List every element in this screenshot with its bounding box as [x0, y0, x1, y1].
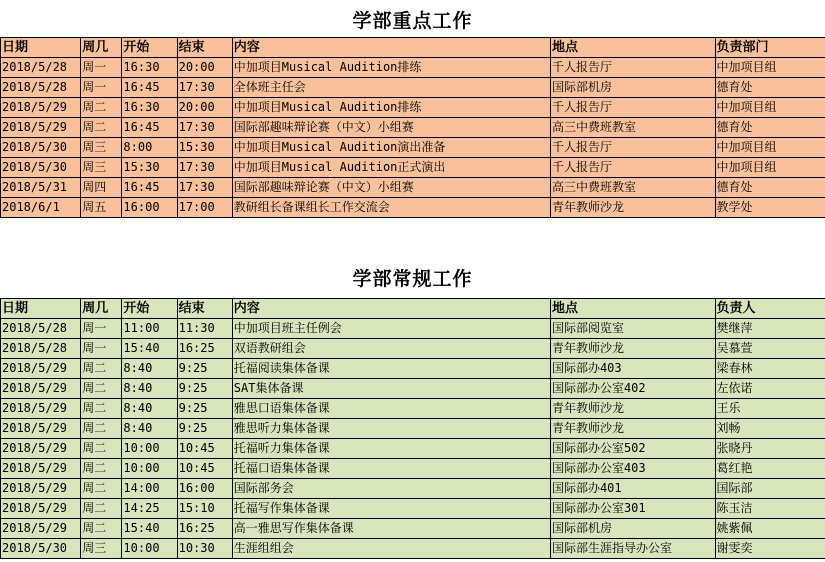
cell-content: 国际部趣味辩论赛（中文）小组赛	[232, 118, 550, 138]
header-start: 开始	[122, 38, 177, 58]
cell-end: 9:25	[177, 419, 232, 439]
table-row	[1, 539, 825, 559]
cell-location: 国际部办403	[550, 359, 715, 379]
header-end: 结束	[177, 299, 232, 319]
cell-start: 10:00	[122, 439, 177, 459]
table-row	[1, 78, 825, 98]
cell-owner: 刘畅	[715, 419, 825, 439]
cell-owner: 陈玉洁	[715, 499, 825, 519]
cell-date: 2018/5/31	[1, 178, 81, 198]
cell-weekday: 周四	[81, 178, 122, 198]
section-title-key-work: 学部重点工作	[352, 10, 473, 32]
cell-date: 2018/6/1	[1, 198, 81, 218]
cell-owner: 左依诺	[715, 379, 825, 399]
table-row	[1, 459, 825, 479]
cell-end: 20:00	[177, 98, 232, 118]
table-row	[1, 138, 825, 158]
header-content: 内容	[232, 38, 550, 58]
cell-start: 15:30	[122, 158, 177, 178]
cell-date: 2018/5/29	[1, 98, 81, 118]
cell-date: 2018/5/28	[1, 339, 81, 359]
table-row	[1, 359, 825, 379]
cell-location: 国际部办公室502	[550, 439, 715, 459]
cell-start: 15:40	[122, 339, 177, 359]
table-row	[1, 198, 825, 218]
cell-content: 中加项目Musical Audition排练	[232, 58, 550, 78]
table-header-row	[1, 299, 825, 319]
cell-content: 托福写作集体备课	[232, 499, 550, 519]
header-start: 开始	[122, 299, 177, 319]
table-row	[1, 178, 825, 198]
cell-weekday: 周二	[81, 419, 122, 439]
table-row	[1, 419, 825, 439]
cell-date: 2018/5/28	[1, 58, 81, 78]
cell-content: 雅思口语集体备课	[232, 399, 550, 419]
cell-weekday: 周一	[81, 339, 122, 359]
table-row	[1, 439, 825, 459]
table-header-row	[1, 38, 825, 58]
cell-start: 10:00	[122, 459, 177, 479]
cell-location: 国际部办公室402	[550, 379, 715, 399]
cell-start: 16:00	[122, 198, 177, 218]
cell-end: 10:30	[177, 539, 232, 559]
cell-start: 16:30	[122, 58, 177, 78]
table-row	[1, 379, 825, 399]
cell-start: 16:45	[122, 178, 177, 198]
cell-owner: 樊继萍	[715, 319, 825, 339]
cell-end: 17:30	[177, 118, 232, 138]
cell-owner: 王乐	[715, 399, 825, 419]
cell-date: 2018/5/28	[1, 78, 81, 98]
cell-end: 10:45	[177, 459, 232, 479]
cell-content: 教研组长备课组长工作交流会	[232, 198, 550, 218]
header-weekday: 周几	[81, 38, 122, 58]
cell-location: 高三中费班教室	[550, 118, 715, 138]
table-row	[1, 98, 825, 118]
cell-content: 中加项目Musical Audition演出准备	[232, 138, 550, 158]
cell-start: 8:40	[122, 399, 177, 419]
cell-start: 8:00	[122, 138, 177, 158]
cell-owner: 谢雯奕	[715, 539, 825, 559]
cell-end: 16:25	[177, 519, 232, 539]
cell-location: 国际部阅览室	[550, 319, 715, 339]
cell-location: 国际部生涯指导办公室	[550, 539, 715, 559]
cell-date: 2018/5/29	[1, 359, 81, 379]
section-title-routine-work: 学部常规工作	[352, 268, 473, 290]
cell-weekday: 周一	[81, 78, 122, 98]
header-owner: 负责部门	[715, 38, 825, 58]
cell-location: 千人报告厅	[550, 158, 715, 178]
cell-weekday: 周五	[81, 198, 122, 218]
cell-location: 青年教师沙龙	[550, 399, 715, 419]
cell-content: 双语教研组会	[232, 339, 550, 359]
cell-content: 托福听力集体备课	[232, 439, 550, 459]
header-date: 日期	[1, 38, 81, 58]
cell-date: 2018/5/29	[1, 399, 81, 419]
cell-weekday: 周二	[81, 359, 122, 379]
cell-owner: 梁春林	[715, 359, 825, 379]
table-row	[1, 58, 825, 78]
cell-start: 14:25	[122, 499, 177, 519]
cell-weekday: 周二	[81, 479, 122, 499]
cell-location: 高三中费班教室	[550, 178, 715, 198]
cell-content: 中加项目Musical Audition排练	[232, 98, 550, 118]
table-row	[1, 479, 825, 499]
cell-owner: 葛红艳	[715, 459, 825, 479]
cell-end: 15:10	[177, 499, 232, 519]
cell-end: 17:30	[177, 178, 232, 198]
header-location: 地点	[550, 38, 715, 58]
cell-content: SAT集体备课	[232, 379, 550, 399]
cell-date: 2018/5/29	[1, 439, 81, 459]
cell-owner: 中加项目组	[715, 98, 825, 118]
cell-start: 16:45	[122, 118, 177, 138]
header-location: 地点	[550, 299, 715, 319]
cell-owner: 中加项目组	[715, 158, 825, 178]
header-weekday: 周几	[81, 299, 122, 319]
cell-date: 2018/5/29	[1, 499, 81, 519]
cell-content: 托福口语集体备课	[232, 459, 550, 479]
header-content: 内容	[232, 299, 550, 319]
cell-end: 15:30	[177, 138, 232, 158]
routine-work-table	[0, 298, 825, 559]
table-row	[1, 499, 825, 519]
cell-content: 全体班主任会	[232, 78, 550, 98]
cell-content: 国际部务会	[232, 479, 550, 499]
cell-start: 8:40	[122, 419, 177, 439]
cell-start: 14:00	[122, 479, 177, 499]
cell-content: 高一雅思写作集体备课	[232, 519, 550, 539]
cell-location: 千人报告厅	[550, 58, 715, 78]
cell-end: 11:30	[177, 319, 232, 339]
table-row	[1, 319, 825, 339]
cell-content: 国际部趣味辩论赛（中文）小组赛	[232, 178, 550, 198]
table-row	[1, 118, 825, 138]
cell-date: 2018/5/29	[1, 519, 81, 539]
table-row	[1, 399, 825, 419]
cell-weekday: 周二	[81, 379, 122, 399]
table-row	[1, 519, 825, 539]
cell-end: 20:00	[177, 58, 232, 78]
cell-owner: 姚紫佩	[715, 519, 825, 539]
cell-content: 中加项目班主任例会	[232, 319, 550, 339]
cell-owner: 德育处	[715, 118, 825, 138]
cell-start: 8:40	[122, 359, 177, 379]
cell-weekday: 周一	[81, 319, 122, 339]
cell-weekday: 周二	[81, 499, 122, 519]
cell-content: 托福阅读集体备课	[232, 359, 550, 379]
cell-location: 国际部办公室403	[550, 459, 715, 479]
cell-location: 青年教师沙龙	[550, 419, 715, 439]
cell-owner: 吴慕萱	[715, 339, 825, 359]
cell-date: 2018/5/28	[1, 319, 81, 339]
cell-weekday: 周二	[81, 399, 122, 419]
cell-end: 17:00	[177, 198, 232, 218]
cell-end: 17:30	[177, 158, 232, 178]
cell-date: 2018/5/30	[1, 138, 81, 158]
cell-start: 11:00	[122, 319, 177, 339]
header-date: 日期	[1, 299, 81, 319]
cell-location: 青年教师沙龙	[550, 339, 715, 359]
cell-end: 16:25	[177, 339, 232, 359]
table-row	[1, 339, 825, 359]
cell-weekday: 周二	[81, 98, 122, 118]
cell-date: 2018/5/29	[1, 479, 81, 499]
cell-owner: 教学处	[715, 198, 825, 218]
cell-content: 雅思听力集体备课	[232, 419, 550, 439]
cell-owner: 张晓丹	[715, 439, 825, 459]
cell-end: 17:30	[177, 78, 232, 98]
cell-location: 青年教师沙龙	[550, 198, 715, 218]
cell-date: 2018/5/29	[1, 118, 81, 138]
cell-date: 2018/5/29	[1, 459, 81, 479]
cell-weekday: 周一	[81, 58, 122, 78]
header-owner: 负责人	[715, 299, 825, 319]
cell-date: 2018/5/29	[1, 419, 81, 439]
cell-weekday: 周三	[81, 539, 122, 559]
cell-location: 国际部机房	[550, 519, 715, 539]
cell-location: 国际部办401	[550, 479, 715, 499]
cell-end: 10:45	[177, 439, 232, 459]
cell-start: 15:40	[122, 519, 177, 539]
cell-owner: 德育处	[715, 178, 825, 198]
cell-end: 9:25	[177, 379, 232, 399]
cell-weekday: 周二	[81, 439, 122, 459]
cell-weekday: 周二	[81, 459, 122, 479]
cell-start: 10:00	[122, 539, 177, 559]
cell-end: 16:00	[177, 479, 232, 499]
key-work-table	[0, 37, 825, 218]
cell-date: 2018/5/30	[1, 539, 81, 559]
cell-location: 国际部机房	[550, 78, 715, 98]
cell-location: 千人报告厅	[550, 138, 715, 158]
cell-content: 中加项目Musical Audition正式演出	[232, 158, 550, 178]
cell-weekday: 周三	[81, 138, 122, 158]
cell-owner: 德育处	[715, 78, 825, 98]
cell-date: 2018/5/29	[1, 379, 81, 399]
cell-location: 国际部办公室301	[550, 499, 715, 519]
cell-date: 2018/5/30	[1, 158, 81, 178]
cell-weekday: 周二	[81, 519, 122, 539]
cell-location: 千人报告厅	[550, 98, 715, 118]
cell-end: 9:25	[177, 359, 232, 379]
cell-end: 9:25	[177, 399, 232, 419]
header-end: 结束	[177, 38, 232, 58]
cell-weekday: 周二	[81, 118, 122, 138]
cell-owner: 中加项目组	[715, 138, 825, 158]
cell-start: 16:30	[122, 98, 177, 118]
cell-weekday: 周三	[81, 158, 122, 178]
cell-owner: 中加项目组	[715, 58, 825, 78]
cell-start: 16:45	[122, 78, 177, 98]
cell-start: 8:40	[122, 379, 177, 399]
table-row	[1, 158, 825, 178]
cell-owner: 国际部	[715, 479, 825, 499]
cell-content: 生涯组组会	[232, 539, 550, 559]
